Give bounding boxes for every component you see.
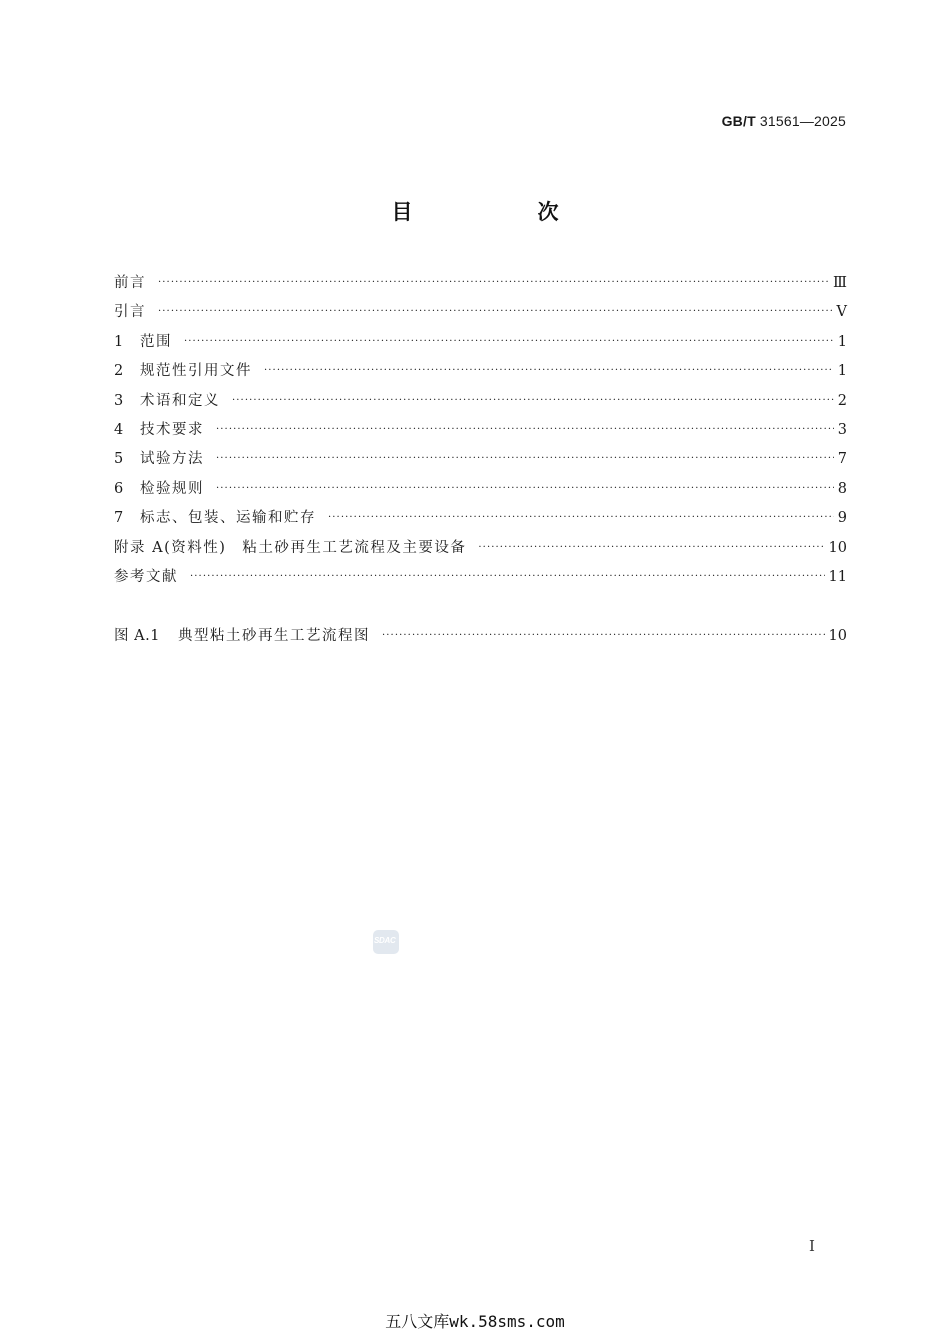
toc-leader-dots (190, 571, 825, 582)
toc-entry-number: 4 (114, 421, 124, 438)
toc-leader-dots (158, 306, 833, 317)
toc-leader-dots (382, 630, 825, 641)
toc-entry-label: 检验规则 (140, 480, 204, 497)
toc-entry-label: 前言 (114, 275, 146, 291)
toc-entry-page: 2 (837, 392, 847, 409)
page-number: Ⅰ (809, 1237, 815, 1255)
toc-leader-dots (216, 453, 834, 464)
toc-leader-dots (232, 395, 834, 406)
toc-entry-bibliography[interactable] (114, 565, 847, 594)
figure-entry-a1[interactable] (114, 624, 847, 653)
toc-entry-number: 3 (114, 392, 124, 409)
toc-entry-label: 参考文献 (114, 568, 178, 585)
figure-entry-label: 典型粘土砂再生工艺流程图 (178, 628, 370, 644)
toc-entry-terms-definitions[interactable] (114, 389, 847, 418)
toc-entry-technical-requirements[interactable] (114, 418, 847, 447)
watermark-logo-text: SDAC (374, 936, 396, 945)
toc-entry-annex-a[interactable] (114, 536, 847, 565)
standard-code (722, 113, 846, 129)
toc-entry-inspection-rules[interactable] (114, 477, 847, 506)
toc-leader-dots (216, 483, 834, 494)
toc-entry-foreword[interactable] (114, 271, 847, 300)
toc-entry-label: 引言 (114, 304, 146, 321)
toc-leader-dots (328, 512, 834, 523)
toc-entry-test-methods[interactable] (114, 447, 847, 476)
toc-entry-label: 技术要求 (140, 421, 204, 438)
toc-entry-page: Ⅴ (836, 304, 847, 321)
toc-entry-label: 试验方法 (140, 451, 204, 468)
toc-entry-number: 6 (114, 480, 124, 497)
toc-entry-number: 1 (114, 333, 124, 350)
toc-entry-page: 8 (837, 480, 847, 497)
toc-entry-page: Ⅲ (833, 275, 847, 291)
toc-entry-marking-packaging[interactable] (114, 506, 847, 535)
footer-source-text: 五八文库wk.58sms.com (385, 1312, 565, 1331)
toc-entry-normative-references[interactable] (114, 359, 847, 388)
toc-leader-dots (158, 277, 829, 288)
toc-leader-dots (264, 365, 834, 376)
watermark-logo-icon (373, 930, 399, 954)
toc-entry-introduction[interactable] (114, 300, 847, 329)
list-of-figures (114, 624, 847, 653)
toc-entry-number: 5 (114, 451, 124, 468)
toc-leader-dots (216, 424, 834, 435)
toc-entry-scope[interactable] (114, 330, 847, 359)
toc-entry-page: 11 (828, 568, 847, 585)
standard-prefix: GB/T (721, 113, 756, 129)
figure-entry-number: 图 A.1 (114, 628, 160, 644)
toc-entry-label: 规范性引用文件 (140, 363, 252, 380)
toc-entry-page: 1 (837, 363, 847, 380)
toc-entry-label: 标志、包装、运输和贮存 (140, 510, 316, 527)
figure-entry-page: 10 (828, 628, 847, 644)
toc-leader-dots (478, 542, 824, 553)
toc-entry-label: 附录 A(资料性) 粘土砂再生工艺流程及主要设备 (114, 539, 467, 556)
toc-entry-page: 3 (837, 421, 847, 438)
toc-entry-number: 7 (114, 510, 124, 527)
toc-entry-page: 9 (837, 510, 847, 527)
toc-entry-label: 范围 (140, 333, 172, 350)
page-title: 目 次 (391, 200, 611, 224)
standard-number: 31561—2025 (759, 113, 846, 129)
toc-entry-label: 术语和定义 (140, 392, 220, 409)
toc-entry-page: 1 (837, 333, 847, 350)
toc-entry-number: 2 (114, 363, 124, 380)
toc-entry-page: 7 (837, 451, 847, 468)
toc-entry-page: 10 (828, 539, 847, 556)
toc-leader-dots (184, 336, 834, 347)
table-of-contents (114, 271, 847, 594)
